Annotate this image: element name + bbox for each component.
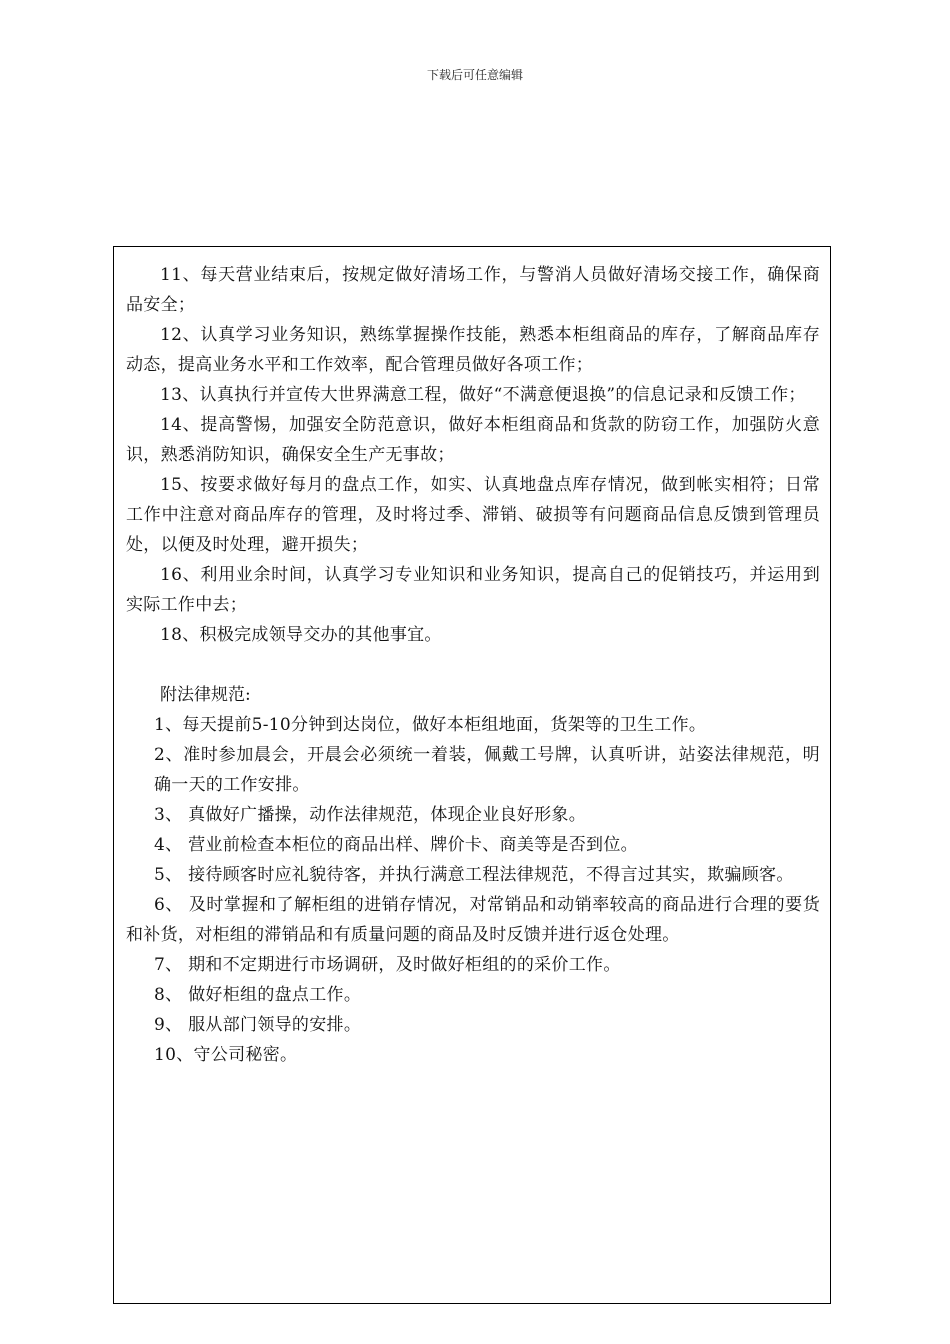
item-text: 每天提前5-10分钟到达岗位，做好本柜组地面，货架等的卫生工作。 — [182, 715, 707, 735]
appendix-item — [126, 890, 820, 950]
item-text: 真做好广播操，动作法律规范，体现企业良好形象。 — [182, 805, 587, 825]
item-number: 9、 — [154, 1015, 183, 1035]
item-text: 及时掌握和了解柜组的进销存情况，对常销品和动销率较高的商品进行合理的要货和补货，对柜组的滞销品和有质量问题的商品及时反馈并进行返仓处理。 — [126, 895, 820, 945]
appendix-item — [154, 980, 820, 1010]
item-number: 6、 — [154, 895, 183, 915]
item-number: 3、 — [154, 805, 183, 825]
duty-paragraph: 11、每天营业结束后，按规定做好清场工作，与警消人员做好清场交接工作，确保商品安全； — [126, 265, 820, 315]
item-text: 接待顾客时应礼貌待客，并执行满意工程法律规范，不得言过其实，欺骗顾客。 — [182, 865, 794, 885]
item-text: 服从部门领导的安排。 — [182, 1015, 362, 1035]
item-number: 10、 — [154, 1045, 194, 1065]
item-text: 守公司秘密。 — [193, 1045, 298, 1065]
appendix-item — [154, 800, 820, 830]
duty-paragraph: 15、按要求做好每月的盘点工作，如实、认真地盘点库存情况，做到帐实相符；日常工作中注意对商品库存的管理，及时将过季、滞销、破损等有问题商品信息反馈到管理员处，以便及时处理，避开损失； — [126, 475, 820, 555]
appendix-item — [154, 1040, 820, 1070]
item-number: 1、 — [154, 715, 183, 735]
appendix-item — [154, 710, 820, 740]
appendix-item — [154, 830, 820, 860]
item-number: 7、 — [154, 955, 183, 975]
duty-paragraph: 13、认真执行并宣传大世界满意工程，做好“不满意便退换”的信息记录和反馈工作； — [160, 385, 806, 405]
item-text: 做好柜组的盘点工作。 — [182, 985, 362, 1005]
duty-paragraph: 14、提高警惕，加强安全防范意识，做好本柜组商品和货款的防窃工作，加强防火意识，熟悉消防知识，确保安全生产无事故； — [126, 415, 820, 465]
header-note: 下载后可任意编辑 — [426, 68, 523, 82]
appendix-item — [154, 1010, 820, 1040]
item-text: 期和不定期进行市场调研，及时做好柜组的的采价工作。 — [182, 955, 621, 975]
duty-paragraph: 18、积极完成领导交办的其他事宜。 — [160, 625, 442, 645]
item-text: 准时参加晨会，开晨会必须统一着装，佩戴工号牌，认真听讲，站姿法律规范，明确一天的工作安排。 — [154, 745, 820, 795]
appendix-item — [154, 740, 820, 800]
item-number: 8、 — [154, 985, 183, 1005]
duty-paragraph: 16、利用业余时间，认真学习专业知识和业务知识，提高自己的促销技巧，并运用到实际工作中去； — [126, 565, 820, 615]
item-number: 4、 — [154, 835, 183, 855]
appendix-item — [154, 860, 820, 890]
item-text: 营业前检查本柜位的商品出样、牌价卡、商美等是否到位。 — [182, 835, 638, 855]
duty-paragraph: 12、认真学习业务知识，熟练掌握操作技能，熟悉本柜组商品的库存，了解商品库存动态，提高业务水平和工作效率，配合管理员做好各项工作； — [126, 325, 820, 375]
item-number: 5、 — [154, 865, 183, 885]
content-box — [113, 246, 831, 1304]
appendix-title: 附法律规范: — [160, 685, 251, 705]
item-number: 2、 — [154, 745, 184, 765]
appendix-item — [154, 950, 820, 980]
